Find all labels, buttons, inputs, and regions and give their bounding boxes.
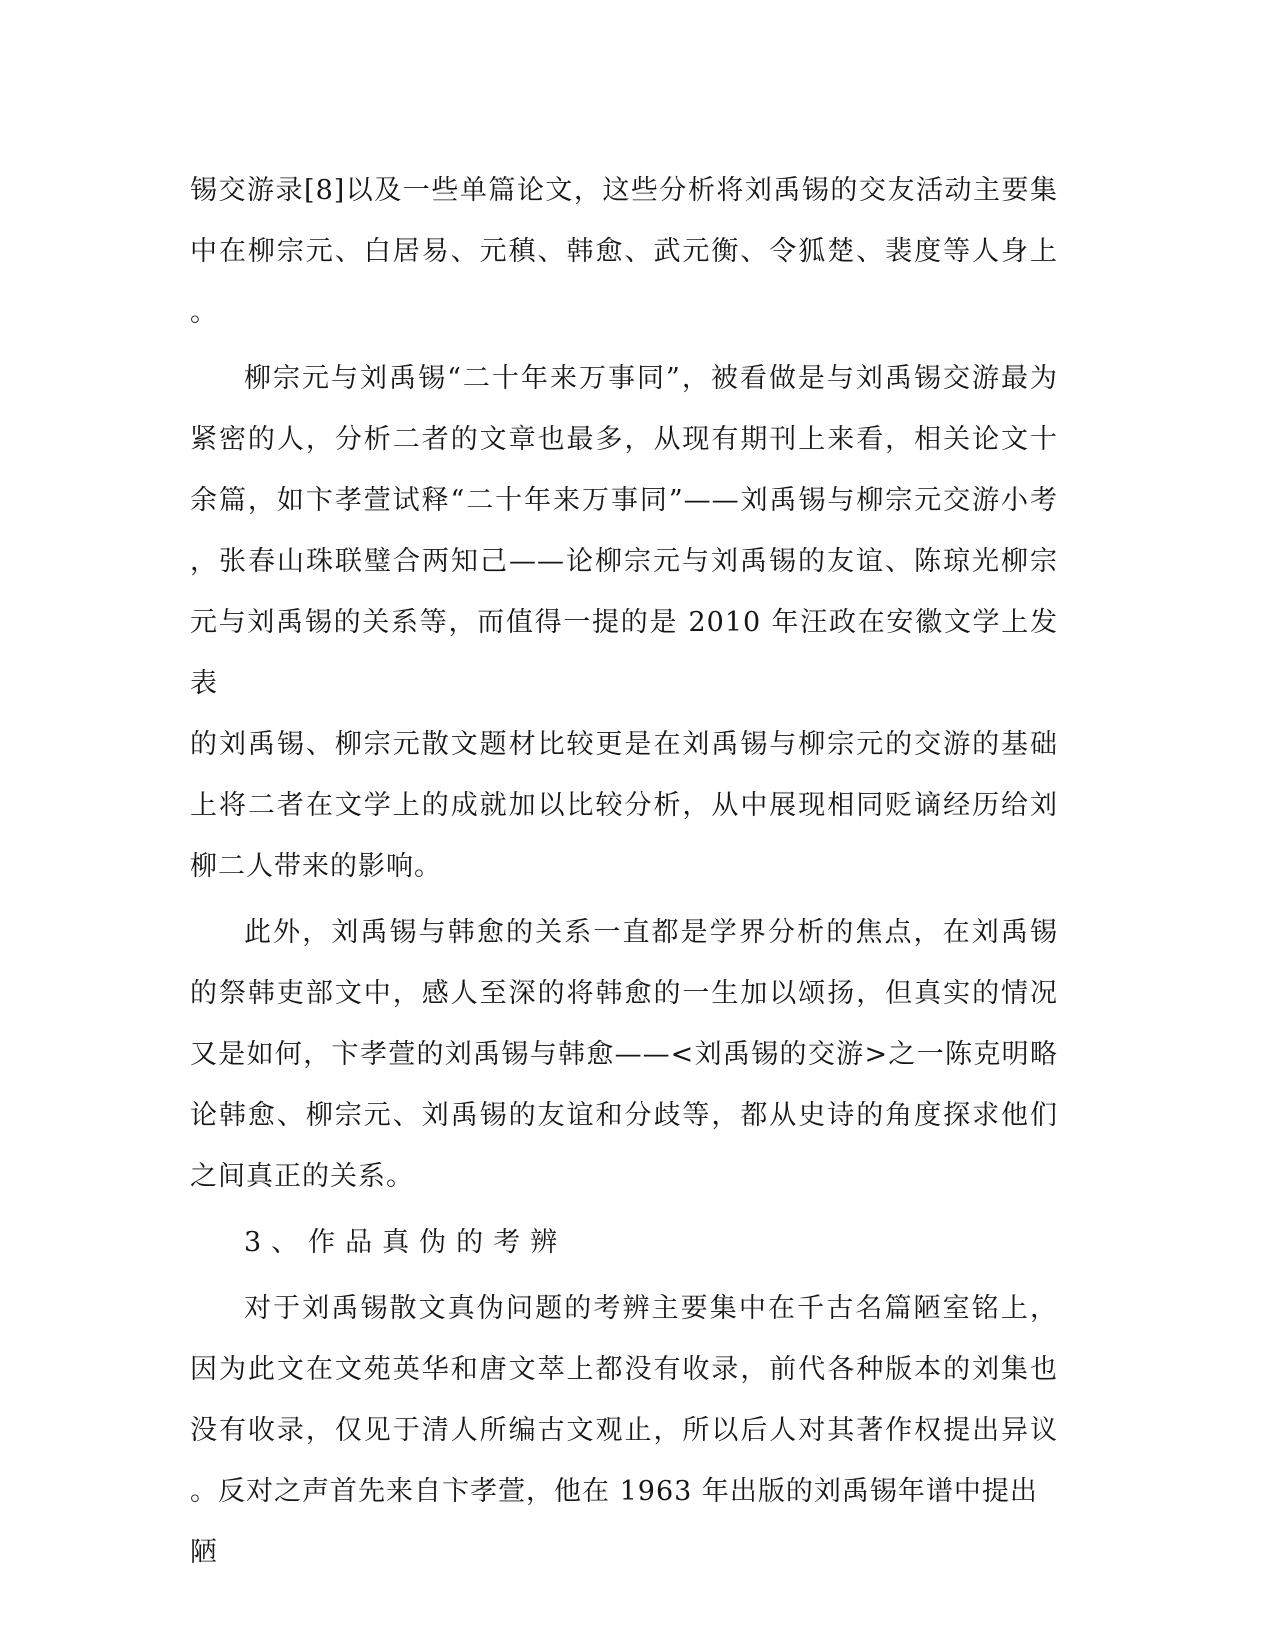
- paragraph: [190, 348, 1058, 897]
- paragraph: [190, 1278, 1058, 1583]
- text-line: 的刘禹锡、柳宗元散文题材比较更是在刘禹锡与柳宗元的交游的基础: [190, 729, 1058, 760]
- text-line: 因为此文在文苑英华和唐文萃上都没有收录，前代各种版本的刘集也: [190, 1354, 1058, 1385]
- text-line: 。反对之声首先来自卞孝萱，他在 1963 年出版的刘禹锡年谱中提出陋: [190, 1476, 1038, 1568]
- document-page: [190, 160, 1058, 1583]
- paragraph: [190, 160, 1058, 343]
- text-line: 元与刘禹锡的关系等，而值得一提的是 2010 年汪政在安徽文学上发表: [190, 607, 1058, 699]
- text-line: 此外，刘禹锡与韩愈的关系一直都是学界分析的焦点，在刘禹锡: [244, 917, 1058, 948]
- section-heading: 3、作品真伪的考辨: [244, 1227, 568, 1258]
- text-line: 上将二者在文学上的成就加以比较分析，从中展现相同贬谪经历给刘: [190, 790, 1058, 821]
- text-line: 柳宗元与刘禹锡“二十年来万事同”，被看做是与刘禹锡交游最为: [244, 363, 1058, 394]
- text-line: 余篇，如卞孝萱试释“二十年来万事同”——刘禹锡与柳宗元交游小考: [190, 485, 1058, 516]
- text-line: 柳二人带来的影响。: [190, 851, 442, 882]
- text-line: 又是如何，卞孝萱的刘禹锡与韩愈——<刘禹锡的交游>之一陈克明略: [190, 1039, 1058, 1070]
- text-line: 锡交游录[8]以及一些单篇论文，这些分析将刘禹锡的交友活动主要集: [190, 175, 1058, 206]
- text-line: 紧密的人，分析二者的文章也最多，从现有期刊上来看，相关论文十: [190, 424, 1058, 455]
- text-line: 没有收录，仅见于清人所编古文观止，所以后人对其著作权提出异议: [190, 1415, 1058, 1446]
- text-line: 之间真正的关系。: [190, 1161, 414, 1192]
- text-line: ，张春山珠联璧合两知己——论柳宗元与刘禹锡的友谊、陈琼光柳宗: [190, 546, 1058, 577]
- text-line: 对于刘禹锡散文真伪问题的考辨主要集中在千古名篇陋室铭上，: [244, 1293, 1058, 1324]
- text-line: 。: [190, 297, 218, 328]
- paragraph: [190, 1212, 1058, 1273]
- paragraph: [190, 902, 1058, 1207]
- text-line: 论韩愈、柳宗元、刘禹锡的友谊和分歧等，都从史诗的角度探求他们: [190, 1100, 1058, 1131]
- text-line: 的祭韩吏部文中，感人至深的将韩愈的一生加以颂扬，但真实的情况: [190, 978, 1058, 1009]
- text-line: 中在柳宗元、白居易、元稹、韩愈、武元衡、令狐楚、裴度等人身上: [190, 236, 1058, 267]
